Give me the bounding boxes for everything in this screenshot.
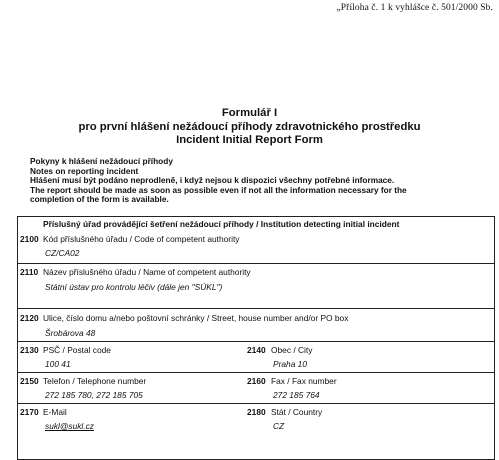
value-authority-name[interactable]: Státní ústav pro kontrolu léčiv (dále jen "SÚKL") xyxy=(45,282,223,292)
value-telephone[interactable]: 272 185 780, 272 185 705 xyxy=(45,390,143,400)
label-telephone: Telefon / Telephone number xyxy=(43,376,147,386)
instruction-line: Hlášení musí být podáno neprodleně, i když nejsou k dispozici všechny potřebné informace. xyxy=(30,175,395,186)
code-2150: 2150 xyxy=(20,376,39,386)
row-divider xyxy=(18,372,494,373)
instruction-line: Notes on reporting incident xyxy=(30,165,139,176)
title-line-2: pro první hlášení nežádoucí příhody zdravotnického prostředku xyxy=(78,120,421,133)
code-2110: 2110 xyxy=(20,267,39,277)
code-2130: 2130 xyxy=(20,345,39,355)
code-2140: 2140 xyxy=(247,345,266,355)
label-email: E-Mail xyxy=(43,407,67,417)
title-line-1: Formulář I xyxy=(221,107,278,119)
value-street[interactable]: Šrobárova 48 xyxy=(45,328,96,338)
code-2160: 2160 xyxy=(247,376,266,386)
label-country: Stát / Country xyxy=(271,407,323,417)
report-form xyxy=(17,216,495,460)
value-country[interactable]: CZ xyxy=(273,421,285,431)
label-city: Obec / City xyxy=(271,345,313,355)
instruction-line: Pokyny k hlášení nežádoucí příhody xyxy=(30,156,173,166)
instruction-line: The report should be made as soon as possible even if not all the information necessary for the xyxy=(30,184,407,195)
title-line-3: Incident Initial Report Form xyxy=(176,134,323,146)
label-street: Ulice, číslo domu a/nebo poštovní schránky / Street, house number and/or PO box xyxy=(43,313,349,323)
section-heading: Příslušný úřad provádějící šetření nežádoucí příhody / Institution detecting initial incident xyxy=(43,219,400,229)
value-city[interactable]: Praha 10 xyxy=(273,359,307,369)
value-fax[interactable]: 272 185 764 xyxy=(273,390,320,400)
instructions xyxy=(30,157,490,205)
label-postal-code: PSČ / Postal code xyxy=(43,345,111,355)
code-2120: 2120 xyxy=(20,313,39,323)
row-divider xyxy=(18,263,494,264)
code-2100: 2100 xyxy=(20,234,39,244)
row-divider xyxy=(18,341,494,342)
row-divider xyxy=(18,403,494,404)
row-divider xyxy=(18,308,494,309)
form-title xyxy=(0,107,499,148)
value-postal-code[interactable]: 100 41 xyxy=(45,359,71,369)
annex-note: „Příloha č. 1 k vyhlášce č. 501/2000 Sb. xyxy=(336,3,493,13)
code-2180: 2180 xyxy=(247,407,266,417)
instruction-line: completion of the form is available. xyxy=(30,194,169,205)
code-2170: 2170 xyxy=(20,407,39,417)
label-authority-name: Název příslušného úřadu / Name of competent authority xyxy=(43,267,251,277)
value-authority-code[interactable]: CZ/CA02 xyxy=(45,248,80,258)
value-email-link[interactable]: sukl@sukl.cz xyxy=(45,421,94,431)
label-authority-code: Kód příslušného úřadu / Code of competent authority xyxy=(43,234,240,244)
label-fax: Fax / Fax number xyxy=(271,376,337,386)
